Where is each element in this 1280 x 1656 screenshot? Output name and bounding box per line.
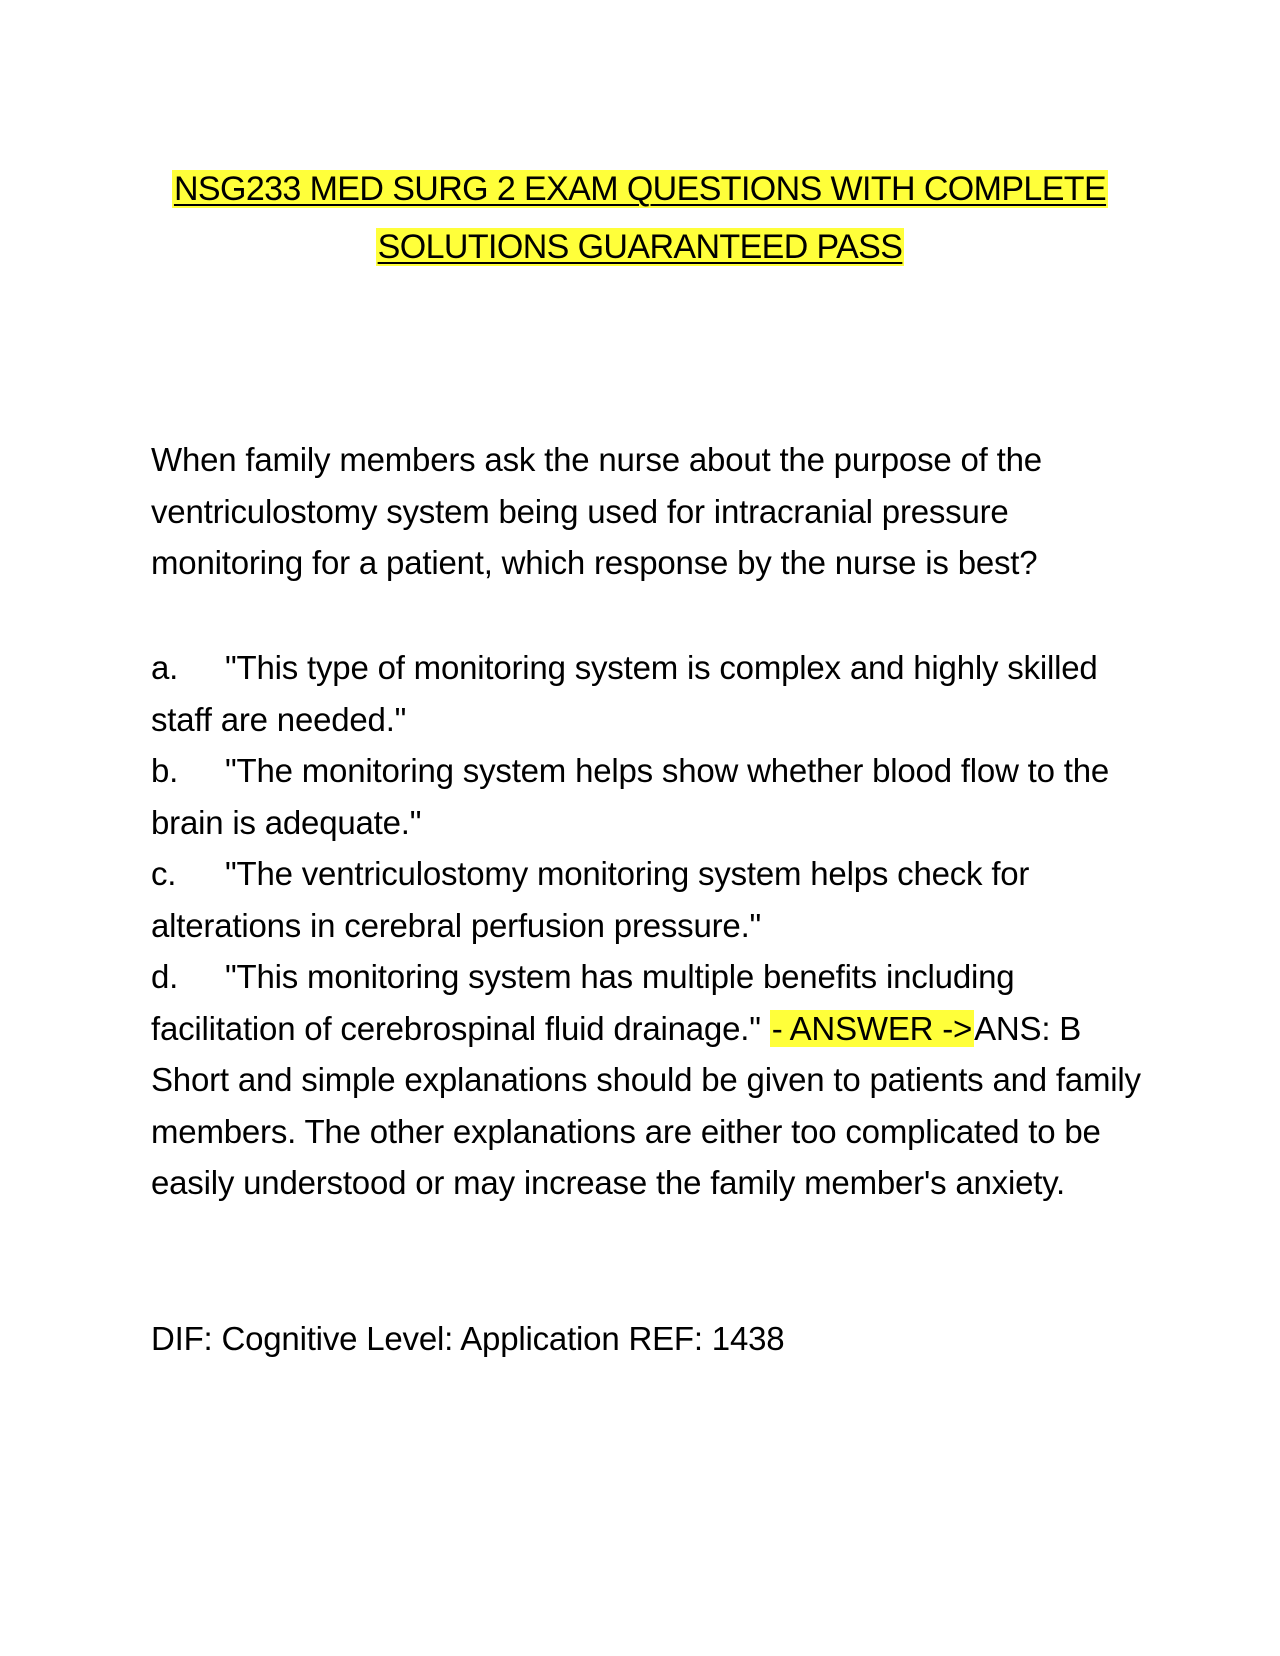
option-text: "This monitoring system has multiple benefits including facilitation of cerebrospinal fluid drainage.": [151, 958, 1015, 1047]
option-text: "The monitoring system helps show whether blood flow to the brain is adequate.": [151, 752, 1110, 841]
document-title: [150, 160, 1130, 276]
option-letter: a.: [151, 649, 179, 686]
option-c: [151, 848, 1141, 951]
answer-options: [151, 642, 1141, 1209]
option-letter: c.: [151, 855, 177, 892]
option-a: [151, 642, 1141, 745]
option-letter: d.: [151, 958, 179, 995]
answer-marker: - ANSWER ->: [771, 1009, 973, 1047]
title-line-1: NSG233 MED SURG 2 EXAM QUESTIONS WITH COMPLETE: [173, 170, 1107, 208]
option-text: "This type of monitoring system is complex and highly skilled staff are needed.": [151, 649, 1098, 738]
answer-label: ANS: B: [974, 1009, 1082, 1047]
option-d: [151, 951, 1141, 1209]
option-text: "The ventriculostomy monitoring system helps check for alterations in cerebral perfusion pressure.": [151, 855, 1030, 944]
question-text: When family members ask the nurse about the purpose of the ventriculostomy system being used for intracranial pressure monitoring for a patient, which response by the nurse is best?: [151, 441, 1042, 581]
rationale-text: Short and simple explanations should be given to patients and family members. The other explanations are either too complicated to be easily understood or may increase the family member's anxiety.: [151, 1061, 1141, 1201]
title-line-2: SOLUTIONS GUARANTEED PASS: [377, 228, 903, 266]
option-letter: b.: [151, 752, 179, 789]
difficulty-reference: DIF: Cognitive Level: Application REF: 1438: [151, 1320, 785, 1357]
option-b: [151, 745, 1141, 848]
